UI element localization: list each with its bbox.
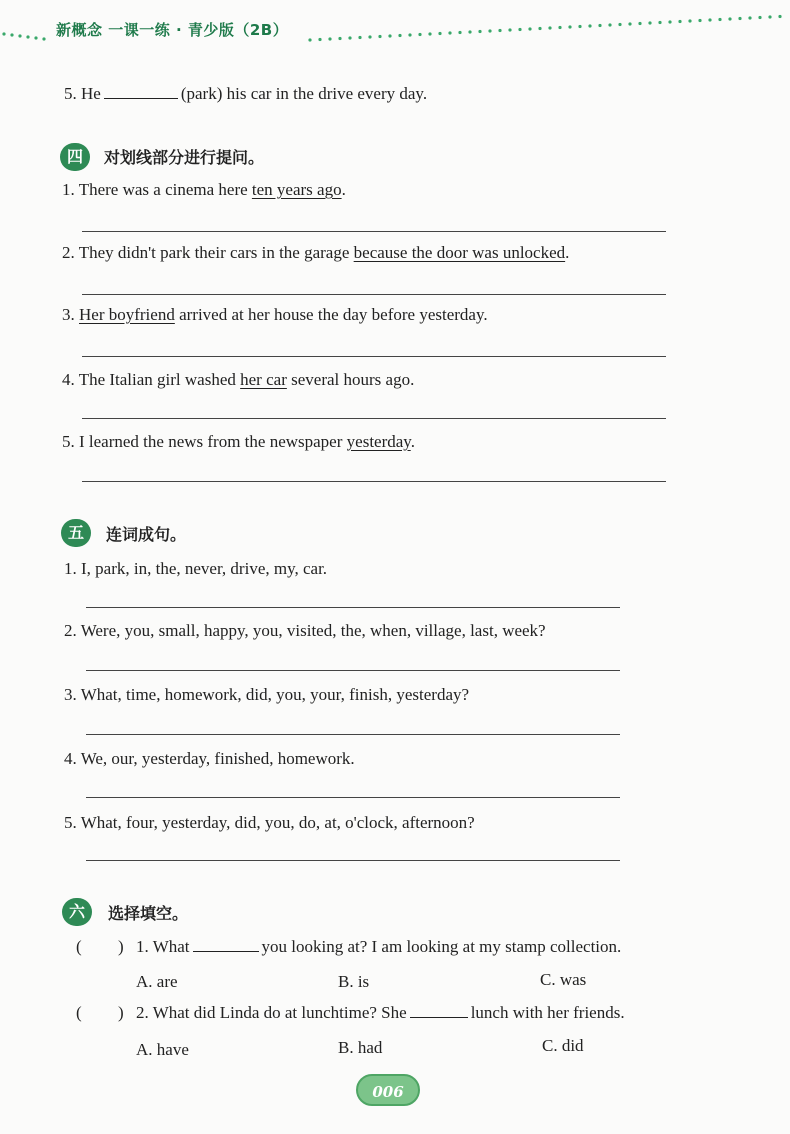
answer-line[interactable] — [86, 734, 620, 735]
question-item: 1. I, park, in, the, never, drive, my, car. — [64, 559, 328, 578]
underlined-phrase: Her boyfriend — [79, 305, 175, 324]
answer-paren-open: ( — [76, 937, 82, 956]
header-title: 新概念 一课一练 · 青少版（2B） — [56, 21, 289, 39]
question-item: 4. We, our, yesterday, finished, homework. — [64, 749, 355, 768]
answer-paren-open: ( — [76, 1003, 82, 1022]
underlined-phrase: yesterday — [346, 432, 411, 451]
section-title: 对划线部分进行提问。 — [104, 148, 265, 167]
answer-line[interactable] — [82, 231, 666, 232]
answer-line[interactable] — [86, 607, 620, 608]
option-b[interactable]: B. had — [338, 1038, 383, 1057]
answer-line[interactable] — [82, 356, 666, 357]
answer-paren-close: ) — [118, 1003, 124, 1022]
answer-line[interactable] — [86, 670, 620, 671]
choice-question: 1. What you looking at? I am looking at my stamp collection. — [136, 937, 622, 956]
option-c[interactable]: C. was — [540, 970, 587, 989]
fill-blank[interactable] — [193, 950, 259, 952]
answer-line[interactable] — [86, 797, 620, 798]
question-item: 4. The Italian girl washed her car several hours ago. — [62, 370, 415, 389]
question-item: 2. They didn't park their cars in the garage because the door was unlocked. — [62, 243, 570, 262]
underlined-phrase: her car — [240, 370, 287, 389]
choice-question: 2. What did Linda do at lunchtime? She lunch with her friends. — [136, 1003, 625, 1022]
question-item: 5. What, four, yesterday, did, you, do, at, o'clock, afternoon? — [64, 813, 475, 832]
section-title: 选择填空。 — [108, 904, 189, 923]
question-item: 3. Her boyfriend arrived at her house the day before yesterday. — [62, 305, 488, 324]
option-a[interactable]: A. are — [136, 972, 178, 991]
fill-blank[interactable] — [104, 97, 178, 99]
page-number: 006 — [356, 1074, 420, 1106]
question-item: 2. Were, you, small, happy, you, visited, the, when, village, last, week? — [64, 621, 546, 640]
answer-line[interactable] — [82, 418, 666, 419]
question-item: 5. I learned the news from the newspaper yesterday. — [62, 432, 415, 451]
underlined-phrase: because the door was unlocked — [353, 243, 566, 262]
option-b[interactable]: B. is — [338, 972, 370, 991]
answer-paren-close: ) — [118, 937, 124, 956]
section-badge: 六 — [62, 898, 92, 926]
section-badge: 五 — [61, 519, 91, 547]
answer-line[interactable] — [86, 860, 620, 861]
question-item: 1. There was a cinema here ten years ago. — [62, 180, 346, 199]
carryover-text-after: (park) his car in the drive every day. — [180, 84, 428, 103]
page-header — [0, 0, 790, 50]
section-title: 连词成句。 — [106, 525, 187, 544]
option-a[interactable]: A. have — [136, 1040, 189, 1059]
fill-blank[interactable] — [410, 1016, 468, 1018]
answer-line[interactable] — [82, 481, 666, 482]
answer-line[interactable] — [82, 294, 666, 295]
question-item: 3. What, time, homework, did, you, your, finish, yesterday? — [64, 685, 470, 704]
carryover-item — [64, 84, 427, 104]
option-c[interactable]: C. did — [542, 1036, 584, 1055]
underlined-phrase: ten years ago — [251, 180, 342, 199]
carryover-text-before: 5. He — [64, 84, 101, 103]
section-badge: 四 — [60, 143, 90, 171]
